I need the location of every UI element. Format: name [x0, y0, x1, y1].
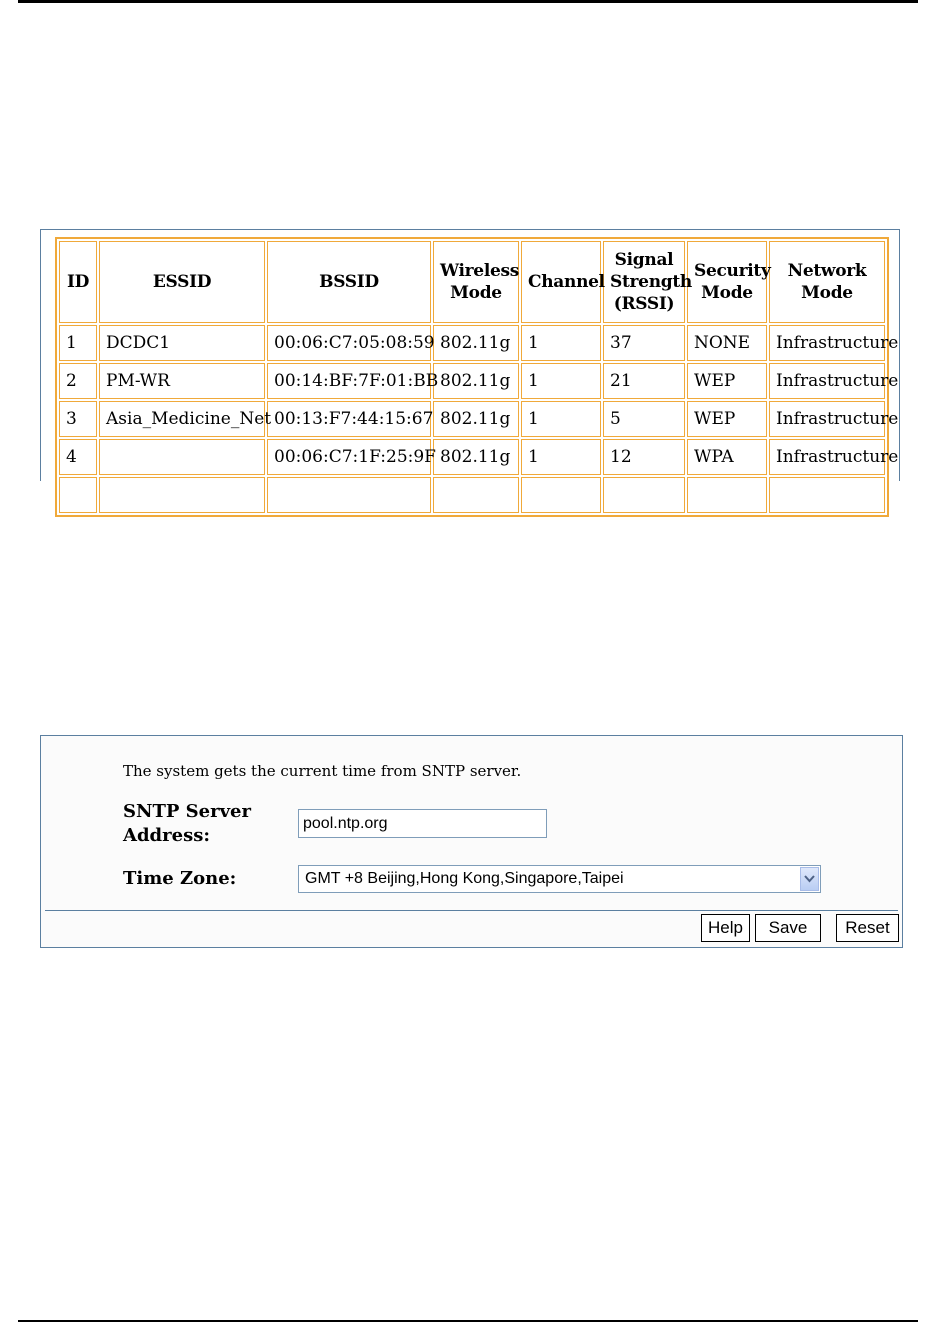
- col-header-signal: Signal Strength (RSSI): [603, 241, 685, 323]
- col-header-security: Security Mode: [687, 241, 767, 323]
- cell-network: Infrastructure: [769, 363, 885, 399]
- sntp-server-label: SNTP Server Address:: [123, 801, 251, 846]
- cell-network: Infrastructure: [769, 439, 885, 475]
- table-row: [59, 439, 885, 475]
- cell-id: 2: [59, 363, 97, 399]
- cell-channel: 1: [521, 439, 601, 475]
- sntp-server-input[interactable]: [298, 809, 547, 838]
- timezone-select[interactable]: [298, 865, 821, 893]
- cell-signal: 5: [603, 401, 685, 437]
- cell-essid: DCDC1: [99, 325, 265, 361]
- col-header-wireless-mode: Wireless Mode: [433, 241, 519, 323]
- panel-divider: [45, 910, 898, 911]
- page-bottom-rule: [18, 1320, 918, 1322]
- cell-channel: 1: [521, 363, 601, 399]
- page-top-rule: [18, 0, 918, 3]
- cell-bssid: 00:14:BF:7F:01:BB: [267, 363, 431, 399]
- col-header-network: Network Mode: [769, 241, 885, 323]
- site-survey-table: [55, 237, 899, 517]
- cell-bssid: 00:06:C7:1F:25:9F: [267, 439, 431, 475]
- cell-essid: [99, 439, 265, 475]
- timezone-selected-value: GMT +8 Beijing,Hong Kong,Singapore,Taipei: [305, 870, 624, 887]
- save-button[interactable]: Save: [755, 914, 821, 942]
- cell-wireless-mode: 802.11g: [433, 325, 519, 361]
- cell-channel: 1: [521, 325, 601, 361]
- cell-id: 4: [59, 439, 97, 475]
- cell-essid: PM-WR: [99, 363, 265, 399]
- cell-channel: 1: [521, 401, 601, 437]
- cell-bssid: 00:06:C7:05:08:59: [267, 325, 431, 361]
- cell-wireless-mode: 802.11g: [433, 401, 519, 437]
- cell-security: WPA: [687, 439, 767, 475]
- site-survey-panel: [40, 229, 900, 481]
- col-header-id: ID: [59, 241, 97, 323]
- col-header-channel: Channel: [521, 241, 601, 323]
- table-row: [59, 363, 885, 399]
- cell-security: NONE: [687, 325, 767, 361]
- cell-id: 1: [59, 325, 97, 361]
- chevron-down-icon[interactable]: [800, 867, 819, 891]
- cell-security: WEP: [687, 363, 767, 399]
- cell-id: 3: [59, 401, 97, 437]
- col-header-essid: ESSID: [99, 241, 265, 323]
- cell-network: Infrastructure: [769, 401, 885, 437]
- reset-button[interactable]: Reset: [836, 914, 899, 942]
- cell-essid: Asia_Medicine_Net: [99, 401, 265, 437]
- table-row-partial: [59, 477, 885, 513]
- table-row: [59, 325, 885, 361]
- cell-wireless-mode: 802.11g: [433, 363, 519, 399]
- table-row: [59, 401, 885, 437]
- help-button[interactable]: Help: [701, 914, 750, 942]
- sntp-description: The system gets the current time from SNTP server.: [123, 762, 522, 780]
- cell-security: WEP: [687, 401, 767, 437]
- sntp-settings-panel: [40, 735, 903, 948]
- cell-signal: 12: [603, 439, 685, 475]
- cell-bssid: 00:13:F7:44:15:67: [267, 401, 431, 437]
- cell-signal: 37: [603, 325, 685, 361]
- cell-signal: 21: [603, 363, 685, 399]
- cell-wireless-mode: 802.11g: [433, 439, 519, 475]
- timezone-label: Time Zone:: [123, 868, 237, 889]
- cell-network: Infrastructure: [769, 325, 885, 361]
- col-header-bssid: BSSID: [267, 241, 431, 323]
- table-header-row: [59, 241, 885, 323]
